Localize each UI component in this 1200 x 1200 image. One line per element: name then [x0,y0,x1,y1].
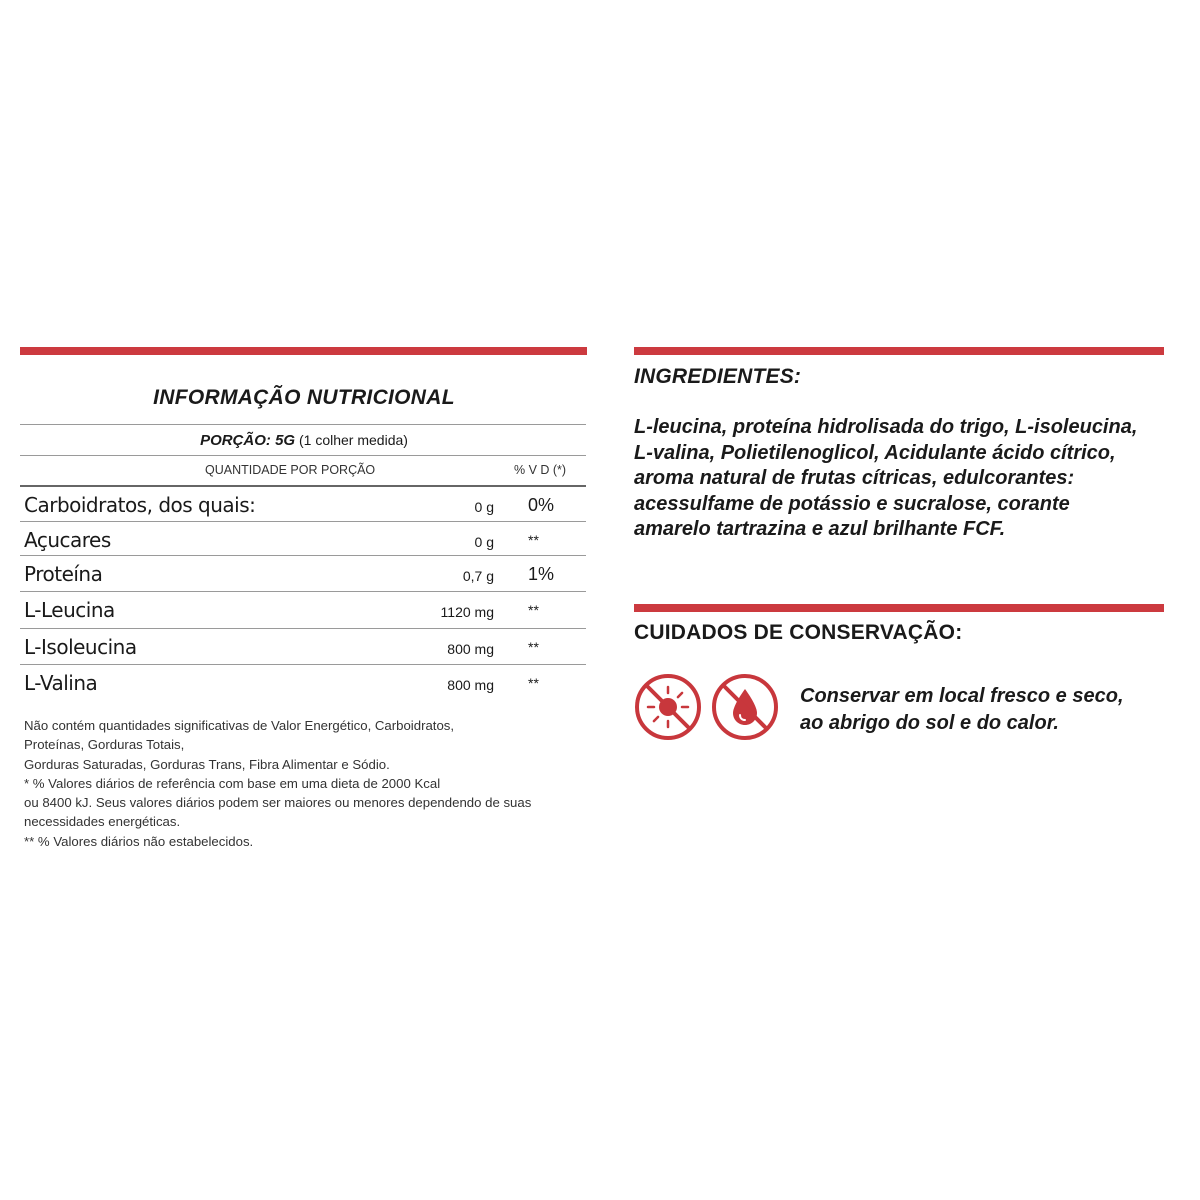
ingredients-line: aroma natural de frutas cítricas, edulcorantes: [634,467,1075,489]
nutrient-quantity: 0 g [474,534,494,550]
footnote-line: ** % Valores diários não estabelecidos. [24,833,254,849]
footnote-line: Não contém quantidades significativas de Valor Energético, Carboidratos, [24,718,455,733]
table-row [20,665,586,700]
ingredients-title: INGREDIENTES: [634,365,802,388]
table-row [20,629,586,664]
footnote-line: necessidades energéticas. [24,814,181,830]
footnote-line: * % Valores diários de referência com base em uma dieta de 2000 Kcal [24,775,441,791]
nutrition-title: INFORMAÇÃO NUTRICIONAL [153,386,455,409]
ingredients-text [634,415,1194,543]
nutrient-name: L-Isoleucina [24,635,137,659]
ingredients-line: L-valina, Polietilenoglicol, Acidulante ácido cítrico, [634,441,1116,464]
nutrient-daily-value: 0% [528,495,555,515]
ingredients-line: amarelo tartrazina e azul brilhante FCF. [634,518,1006,540]
footnote-line: Gorduras Saturadas, Gorduras Trans, Fibra Alimentar e Sódio. [24,756,390,772]
care-top-bar [634,604,1164,612]
nutrient-daily-value: ** [528,675,539,691]
nutrient-daily-value: 1% [528,564,555,584]
nutrition-footnotes [24,716,589,851]
table-row [20,592,586,628]
portion-note: (1 colher medida) [298,432,408,448]
nutrient-name: L-Valina [24,671,98,695]
footnote-line: ou 8400 kJ. Seus valores diários podem ser maiores ou menores dependendo de suas [24,795,532,811]
nutrition-top-bar [20,347,587,355]
care-text [800,683,1124,737]
care-title: CUIDADOS DE CONSERVAÇÃO: [634,621,963,644]
nutrient-quantity: 0 g [474,499,494,515]
divider [20,424,586,425]
column-header-vd: % V D (*) [514,463,567,477]
table-row [20,556,586,591]
nutrient-quantity: 1120 mg [440,604,494,620]
nutrient-quantity: 800 mg [447,677,494,693]
ingredients-line: acessulfame de potássio e sucralose, corante [634,492,1070,515]
nutrient-daily-value: ** [528,602,539,618]
nutrient-daily-value: ** [528,639,539,655]
portion-line [20,432,588,449]
no-sun-icon [633,672,703,742]
column-header-quantity: QUANTIDADE POR PORÇÃO [205,463,376,477]
portion-label: PORÇÃO: 5G [200,432,296,449]
nutrient-name: L-Leucina [24,598,115,622]
nutrient-name: Açucares [24,528,111,552]
table-row [20,522,586,555]
divider [20,455,586,456]
ingredients-top-bar [634,347,1164,355]
nutrient-name: Proteína [24,562,103,586]
nutrient-name: Carboidratos, dos quais: [24,493,256,517]
care-line: Conservar em local fresco e seco, [800,685,1124,707]
care-line: ao abrigo do sol e do calor. [800,712,1059,734]
no-heat-drop-icon [710,672,780,742]
ingredients-line: L-leucina, proteína hidrolisada do trigo, L-isoleucina, [634,416,1138,438]
nutrient-quantity: 0,7 g [462,568,494,584]
table-row [20,487,586,521]
nutrient-daily-value: ** [528,532,539,548]
footnote-line: Proteínas, Gorduras Totais, [24,737,185,753]
nutrient-quantity: 800 mg [447,641,494,657]
